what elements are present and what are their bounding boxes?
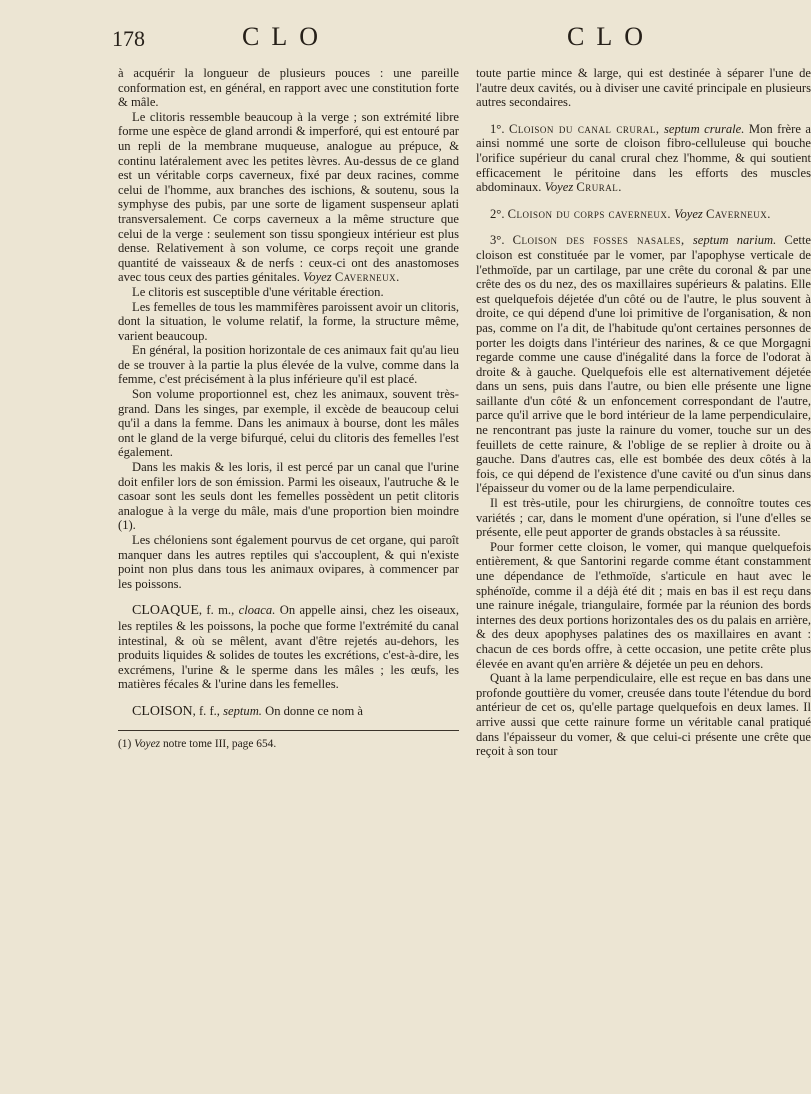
sub-entry-number: 3°.	[490, 233, 505, 248]
entry-headword: CLOAQUE	[132, 603, 199, 619]
paragraph: Son volume proportionnel est, chez les animaux, souvent très-grand. Dans les singes, par exemple, il excède de beaucoup celui qu'il a dans la femme. Dans les animaux à bourse, dont les mâles ont le gland de la verge bifurqué, celui du clitoris des femelles l'est également.	[118, 387, 459, 460]
entry-text: On appelle ainsi, chez les oiseaux, les reptiles & les poissons, la poche que forme l'extrémité du canal intestinal, & où se mêlent, avant d'être rejetés au-dehors, les produits liquides & solides de toutes les excrétions, c'est-à-dire, les excrémens, l'urine & le sperme dans les mâles ; les œufs, les matières fécales & l'urine dans les femelles.	[118, 603, 459, 692]
paragraph: à acquérir la longueur de plusieurs pouces : une pareille conformation est, en général, en rapport avec une constitution forte & mâle.	[118, 66, 459, 110]
cross-ref-target: Caverneux.	[706, 206, 771, 221]
sub-entry-latin: septum crurale.	[664, 121, 745, 136]
paragraph: Dans les makis & les loris, il est percé par un canal que l'urine doit enfiler lors de son émission. Parmi les oiseaux, l'autruche & le casoar sont les seuls dont les femelles possèdent un petit clitoris analogue à la verge du mâle, mais d'une proportion bien moindre (1).	[118, 460, 459, 533]
sub-entry-1	[476, 122, 811, 195]
entry-latin: cloaca.	[238, 603, 276, 618]
page-number: 178	[112, 26, 145, 51]
cross-ref-target: Crural.	[576, 180, 622, 195]
sub-entry-head: Cloison du canal crural,	[508, 121, 660, 136]
left-running-head: CLO	[242, 22, 330, 51]
sub-entry-number: 1°.	[490, 121, 505, 136]
sub-entry-3	[476, 233, 811, 496]
sub-entry-head: Cloison des fosses nasales,	[512, 233, 685, 248]
paragraph: En général, la position horizontale de ces animaux fait qu'au lieu de se trouver à la partie la plus élevée de la vulve, comme dans la femme, c'est précisément à la plus inférieure qu'il est placé.	[118, 343, 459, 387]
left-column	[118, 66, 459, 1076]
entry-gender: , f. f.,	[192, 703, 220, 718]
paragraph: Il est très-utile, pour les chirurgiens, de connoître toutes ces variétés ; car, dans le moment d'une opération, si l'une d'elles se présente, elle peut apporter de grands obstacles à sa réussite.	[476, 496, 811, 540]
sub-entry-text: Cette cloison est constituée par le vomer, par l'apophyse verticale de l'ethmoïde, par un cartilage, par une crête du coronal & par une crête des os du nez, des os maxillaires supérieurs & palatins. Elle est quelquefois déjetée d'un côté ou de l'autre, le plus souvent à droite, ce qui dépend d'une loi primitive de l'organisation, & non pas, comme on l'a dit, de l'habitude qu'ont certaines personnes de porter les doigts dans l'intérieur des narines, & ce que Morgagni regarde comme une cause d'inégalité dans la force de l'odorat à droite & à gauche. Quelquefois elle est alternativement déjetée dans un sens, puis dans l'autre, ou bien elle présente une ligne saillante d'un côté & un enfoncement correspondant de l'autre, parce qu'il arrive que le bord intérieur de la lame perpendiculaire, ne rencontrant pas juste la rainure du vomer, touche sur un des feuillets de cette rainure, & l'oblige de se replier à droite ou à gauche. Dans d'autres cas, elle est bombée des deux côtés à la fois, ce qui dépend de l'existence d'une cavité ou d'un sinus dans l'épaisseur du vomer ou de la lame perpendiculaire.	[476, 233, 811, 496]
footnote-divider	[118, 730, 459, 731]
footnote	[118, 737, 459, 752]
right-column	[476, 66, 811, 1076]
right-running-head: CLO	[567, 22, 655, 51]
cross-ref-target: Caverneux.	[334, 270, 400, 285]
sub-entry-number: 2°.	[490, 206, 505, 221]
sub-entry-head: Cloison du corps caverneux.	[507, 206, 671, 221]
sub-entry-2	[476, 207, 811, 222]
footnote-text: notre tome III, page 654.	[162, 737, 277, 750]
entry-headword: CLOISON	[132, 703, 193, 719]
cross-ref-voyez: Voyez	[544, 180, 574, 195]
entry-cloison	[118, 704, 459, 720]
footnote-voyez: Voyez	[134, 737, 161, 750]
paragraph: Les femelles de tous les mammifères paroissent avoir un clitoris, dont la situation, le volume relatif, la forme, la structure même, varient beaucoup.	[118, 299, 459, 343]
paragraph: toute partie mince & large, qui est destinée à séparer l'une de l'autre deux cavités, ou à diviser une cavité principale en plusieurs autres secondaires.	[476, 66, 811, 110]
paragraph: Le clitoris est susceptible d'une véritable érection.	[132, 284, 384, 299]
paragraph: Les chéloniens sont également pourvus de cet organe, qui paroît manquer dans les autres reptiles qui s'accouplent, & qui n'existe point non plus dans tous les animaux ovipares, à commencer par les poissons.	[118, 533, 459, 591]
entry-latin: septum.	[223, 703, 262, 718]
entry-gender: , f. m.,	[198, 603, 235, 618]
cross-ref-voyez: Voyez	[674, 206, 703, 221]
sub-entry-latin: septum narium.	[692, 233, 777, 248]
running-header	[0, 20, 800, 54]
cross-ref-voyez: Voyez	[303, 270, 332, 285]
footnote-mark: (1)	[118, 737, 132, 750]
paragraph: Quant à la lame perpendiculaire, elle est reçue en bas dans une profonde gouttière du vomer, creusée dans toute l'étendue du bord antérieur de cet os, qu'elle partage quelquefois en deux lames. Il arrive aussi que cette rainure forme un véritable canal pratiqué dans l'épaisseur du vomer, & que celui-ci présente une crête que reçoit à son tour	[476, 671, 811, 759]
entry-text: On donne ce nom à	[265, 703, 364, 718]
paragraph: Pour former cette cloison, le vomer, qui manque quelquefois entièrement, & que Santorini regarde comme étant constamment une dépendance de l'ethmoïde, s'articule en haut avec le sphénoïde, comme il a déjà été dit ; mais en bas il est reçu dans une rainure inégale, triangulaire, formée par la réunion des bords internes des deux portions horizontales des os du palais en arrière, & des deux apophyses palatines des os maxillaires en avant : chacun de ces bords offre, à cette occasion, une petite crête plus élevée en avant qu'en arrière & déjetée un peu en dehors.	[476, 539, 811, 671]
paragraph-text: Le clitoris ressemble beaucoup à la verge ; son extrémité libre forme une espèce de gland arrondi & imperforé, qui est entouré par un repli de la membrane muqueuse, analogue au prépuce, & continu latéralement avec les petites lèvres. Au-dessus de ce gland est un véritable corps caverneux, fixé par deux racines, comme celui de l'homme, aux branches des ischions, & soutenu, sous la symphyse des pubis, par une sorte de ligament suspenseur aplati transversalement. Ce corps caverneux a la même structure que celui de la verge : seulement son tissu spongieux intérieur est plus dense. Relativement à son volume, ce corps reçoit une grande quantité de vaisseaux & de nerfs : ceux-ci ont des anastomoses avec tous ceux des parties génitales.	[118, 109, 459, 285]
sub-entry-text: Mon frère a ainsi nommé une sorte de cloison fibro-celluleuse qui bouche l'orifice supérieur du canal crural chez l'homme, & qui soutient efficacement le péritoine dans les efforts des muscles abdominaux.	[476, 121, 811, 195]
entry-cloaque	[118, 603, 459, 692]
paragraph	[118, 110, 459, 285]
